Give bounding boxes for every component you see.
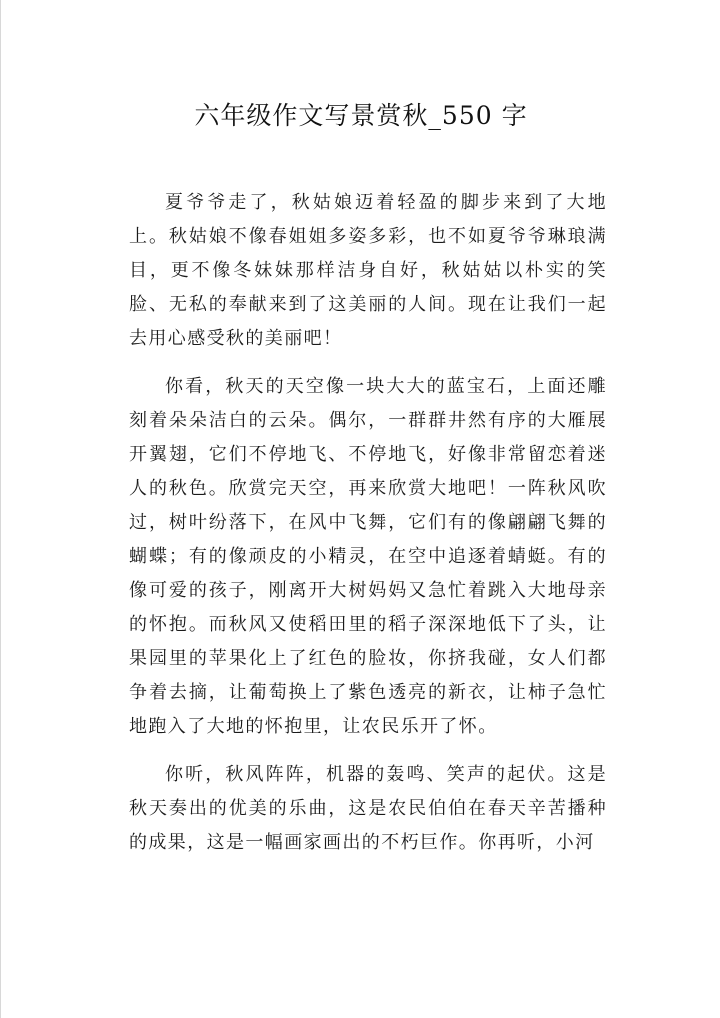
paragraph-2: 你看，秋天的天空像一块大大的蓝宝石，上面还雕刻着朵朵洁白的云朵。偶尔，一群群井然有序的大雁展开翼翅，它们不停地飞、不停地飞，好像非常留恋着迷人的秋色。欣赏完天空，再来欣赏大地吧！一阵秋风吹过，树叶纷落下，在风中飞舞，它们有的像翩翩飞舞的蝴蝶；有的像顽皮的小精灵，在空中追逐着蜻蜓。有的像可爱的孩子，刚离开大树妈妈又急忙着跳入大地母亲的怀抱。而秋风又使稻田里的稻子深深地低下了头，让果园里的苹果化上了红色的脸妆，你挤我碰，女人们都争着去摘，让葡萄换上了紫色透亮的新衣，让柿子急忙地跑入了大地的怀抱里，让农民乐开了怀。 xyxy=(129,376,607,737)
paragraph-1: 夏爷爷走了，秋姑娘迈着轻盈的脚步来到了大地上。秋姑娘不像春姐姐多姿多彩，也不如夏爷爷琳琅满目，更不像冬妹妹那样洁身自好，秋姑姑以朴实的笑脸、无私的奉献来到了这美丽的人间。现在让我们一起去用心感受秋的美丽吧！ xyxy=(129,192,607,349)
paragraph-3: 你听，秋风阵阵，机器的轰鸣、笑声的起伏。这是秋天奏出的优美的乐曲，这是农民伯伯在春天辛苦播种的成果，这是一幅画家画出的不朽巨作。你再听，小河 xyxy=(129,764,607,853)
document-title: 六年级作文写景赏秋_550 字 xyxy=(194,101,528,130)
document-body xyxy=(129,186,607,874)
